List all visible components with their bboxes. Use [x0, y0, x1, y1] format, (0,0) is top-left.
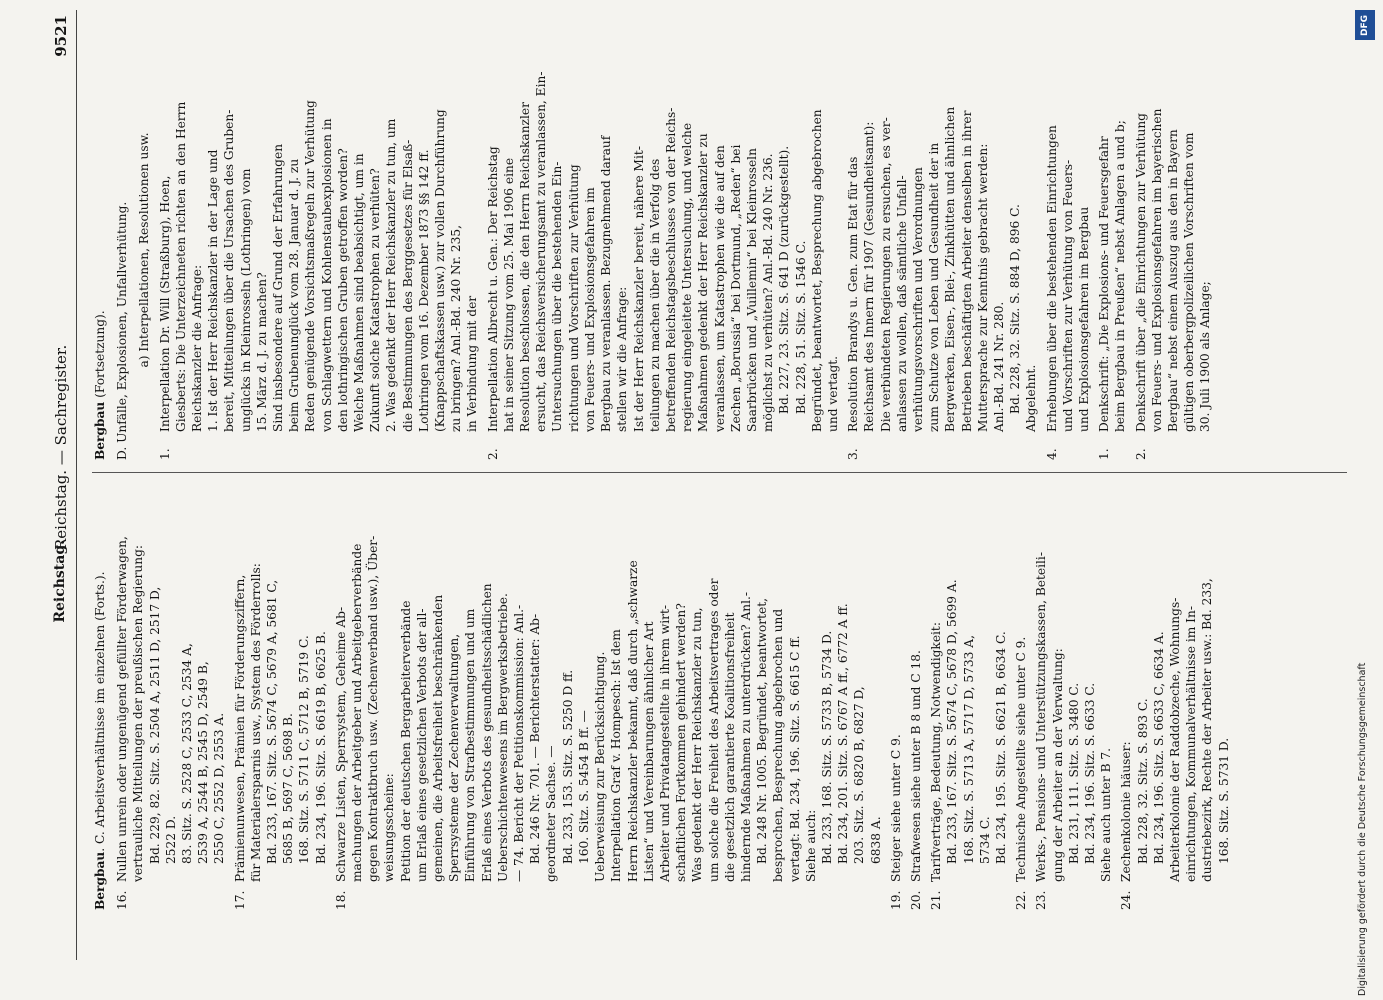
entry-line: Ueberschichtenwesens im Bergwerksbetriebe.	[495, 593, 510, 882]
entry-line: einrichtungen, Kommunalverhältnisse im In-	[1184, 606, 1199, 882]
index-entry	[1118, 480, 1231, 910]
running-title-left: Reichstag.	[52, 540, 68, 623]
entry-line: unglücks in Kleinrosseln (Lothringen) vom	[238, 168, 253, 432]
entry-number: 23.	[1034, 890, 1049, 910]
entry-body	[1044, 40, 1093, 432]
running-title-right: Reichstag. — Sachregister.	[52, 344, 70, 550]
entry-line: Abgelehnt.	[1024, 364, 1039, 432]
entry-line: Technische Angestellte siehe unter C 9.	[1014, 636, 1029, 882]
entry-line: Bd. 233, 167. Sitz. S. 5674 C, 5678 D, 5699 A.	[945, 579, 960, 864]
entry-line: Einführung von Strafbestimmungen und um	[463, 608, 478, 882]
entry-line: geordneter Sachse. —	[544, 745, 559, 882]
index-entry	[333, 480, 884, 910]
entry-line: 1. Ist der Herr Reichskanzler in der Lage und	[206, 149, 221, 432]
entry-line: Reichsamt des Innern für 1907 (Gesundheitsamt):	[862, 121, 877, 432]
entry-line: teilungen zu machen über die in Verfolg des	[647, 158, 662, 432]
dfg-logo: DFG	[1355, 10, 1375, 40]
entry-number: 2.	[1133, 448, 1148, 460]
entry-line: von Schlagwettern und Kohlenstaubexplosionen in	[319, 118, 334, 432]
right-column	[92, 40, 1218, 460]
entry-line: Resolution Brandys u. Gen. zum Etat für das	[846, 156, 861, 432]
entry-line: besprochen, Besprechung abgebrochen und	[771, 608, 786, 882]
entry-line: 168. Sitz. S. 5713 A, 5717 D, 5733 A,	[961, 635, 976, 864]
entry-body	[1013, 480, 1029, 882]
entry-line: möglichst zu verhüten? Anl.-Bd. 240 Nr. 236.	[761, 153, 776, 432]
entry-line: 203. Sitz. S. 6820 B, 6827 D,	[852, 686, 867, 864]
entry-line: Siehe auch:	[803, 809, 818, 882]
entry-body	[485, 40, 841, 432]
entry-line: Muttersprache zur Kenntnis gebracht werden:	[975, 143, 990, 432]
entry-line: Interpellation Graf v. Hompesch: Ist dem	[609, 629, 624, 882]
entry-line: Siehe auch unter B 7.	[1099, 747, 1114, 882]
entry-line: hindernde Maßnahmen zu unterdrücken? Anl.-	[738, 592, 753, 882]
entry-line: bereit, Mitteilungen über die Ursachen des Gruben-	[222, 109, 237, 432]
entry-line: Maßnahmen gedenkt der Herr Reichskanzler zu	[696, 133, 711, 432]
index-entry	[1133, 40, 1214, 460]
index-entry	[1044, 40, 1093, 460]
entry-line: 2522 D.	[163, 815, 178, 864]
entry-line: 2. Was gedenkt der Herr Reichskanzler zu tun, um	[384, 118, 399, 432]
entry-line: Reichskanzler die Anfrage:	[190, 264, 205, 432]
entry-line: für Materialersparnis usw., System des Förderrolls:	[248, 563, 263, 882]
entry-line: Bd. 234, 196. Sitz. S. 6633 C.	[1082, 682, 1097, 864]
entry-line: betreffenden Reichstagsbeschlusses von der Reichs-	[663, 107, 678, 432]
entry-number: 1.	[157, 448, 172, 460]
entry-line: in Verbindung mit der	[465, 295, 480, 432]
entry-line: 2550 C, 2552 D, 2553 A.	[212, 712, 227, 864]
entry-line: Reden genügende Vorsichtsmaßregeln zur Verhütung	[303, 100, 318, 432]
entry-line: verhütungsvorschriften und Verordnungen	[910, 167, 925, 432]
entry-line: zu bringen? Anl.-Bd. 240 Nr. 235,	[449, 224, 464, 432]
header-rule	[76, 10, 77, 960]
entry-line: 30. Juli 1900 als Anlage;	[1198, 281, 1213, 432]
entry-line: und Vorschriften zur Verhütung von Feuers-	[1060, 159, 1075, 432]
entry-line: Arbeiter und Privatangestellte in ihrem wirt-	[657, 605, 672, 882]
entry-line: Listen“ und Vereinbarungen ähnlicher Art	[641, 621, 656, 882]
entry-line: Bd. 234, 196. Sitz. S. 6633 C, 6634 A.	[1151, 631, 1166, 864]
entry-line: Bd. 246 Nr. 701. — Berichterstatter: Ab-	[528, 613, 543, 864]
entry-line: Die verbündeten Regierungen zu ersuchen, es ver-	[878, 117, 893, 432]
entry-line: Zechen „Borussia“ bei Dortmund, „Reden“ bei	[728, 144, 743, 432]
entry-line: Bergbau“ nebst einem Auszug aus den in Bayern	[1166, 129, 1180, 432]
entry-line: Bd. 233, 168. Sitz. S. 5733 B, 5734 D.	[819, 630, 834, 864]
entry-number: 17.	[232, 890, 247, 910]
index-entry	[157, 40, 481, 460]
entry-line: den lothringischen Gruben getroffen worden?	[335, 148, 350, 432]
entry-body	[1096, 40, 1128, 432]
entry-body	[114, 480, 227, 882]
entry-line: 15. März d. J. zu machen?	[254, 272, 269, 432]
entry-line: gültigen oberbergpolizeilichen Vorschriften vom	[1182, 132, 1197, 432]
entry-line: regierung eingeleitete Untersuchung, und welche	[680, 122, 695, 432]
column-divider	[92, 472, 1347, 473]
entry-line: Herrn Reichskanzler bekannt, daß durch „schwarze	[625, 560, 640, 882]
entry-line: Bd. 234, 201. Sitz. S. 6767 A ff., 6772 A ff.	[836, 603, 851, 864]
entry-line: Erlaß eines Verbots des gesundheitsschädlichen	[479, 583, 494, 882]
index-entry	[114, 480, 227, 910]
entry-line: Bd. 228, 51. Sitz. S. 1546 C.	[793, 240, 808, 414]
entry-number: 21.	[929, 890, 944, 910]
entry-line: um solche die Freiheit des Arbeitsvertrages oder	[706, 578, 721, 882]
index-entry	[232, 480, 329, 910]
entry-line: dustriebezirk, Rechte der Arbeiter usw.: Bd. 233,	[1200, 578, 1215, 882]
right-entries	[157, 40, 1214, 460]
entry-line: gung der Arbeiter an der Verwaltung:	[1050, 648, 1065, 882]
right-head-rest: (Fortsetzung).	[93, 310, 107, 398]
entry-line: Bd. 228, 32. Sitz. S. 893 C.	[1135, 698, 1150, 864]
entry-line: und Explosionsgefahren im Bergbau	[1076, 206, 1091, 432]
entry-line: Anl.-Bd. 241 Nr. 280.	[991, 301, 1006, 432]
entry-line: Bd. 234, 195. Sitz. S. 6621 B, 6634 C.	[993, 631, 1008, 864]
entry-line: Bd. 229, 82. Sitz. S. 2504 A, 2511 D, 2517 D,	[147, 586, 162, 864]
entry-line: stellen wir die Anfrage:	[615, 286, 630, 432]
entry-line: Bergbau zu veranlassen. Bezugnehmend darauf	[599, 135, 614, 432]
entry-line: Zechenkolonie häuser:	[1119, 741, 1134, 882]
entry-line: Welche Maßnahmen sind beabsichtigt, um in	[352, 153, 367, 432]
entry-line: Erhebungen über die bestehenden Einrichtungen	[1044, 125, 1059, 432]
entry-line: zum Schutze von Leben und Gesundheit der in	[927, 142, 942, 432]
entry-line: veranlassen, um Katastrophen wie die auf den	[712, 145, 727, 432]
entry-line: Bd. 234, 196. Sitz. S. 6619 B, 6625 B.	[313, 631, 328, 864]
entry-line: anlassen zu wollen, daß sämtliche Unfall-	[894, 175, 909, 432]
entry-line: die Bestimmungen des Berggesetzes für Elsaß-	[400, 139, 415, 432]
entry-line: ersucht, das Reichsversicherungsamt zu veranlassen, Ein-	[534, 71, 549, 432]
entry-line: 160. Sitz. S. 5454 B ff. —	[576, 710, 591, 864]
dfg-credit	[1353, 6, 1379, 998]
entry-line: Betrieben beschäftigten Arbeiter denselben in ihrer	[959, 110, 974, 432]
index-entry	[485, 40, 841, 460]
entry-line: richtungen und Vorschriften zur Verhütung	[566, 164, 581, 432]
entry-line: Untersuchungen über die bestehenden Ein-	[550, 161, 565, 432]
entry-line: Interpellation Dr. Will (Straßburg), Hoen,	[157, 175, 172, 432]
left-column	[92, 480, 1236, 910]
entry-line: Zukunft solche Katastrophen zu verhüten?	[368, 168, 383, 432]
right-column-heading	[92, 40, 108, 460]
entry-number: 16.	[115, 890, 130, 910]
entry-number: 2.	[485, 448, 500, 460]
entry-line: vertagt: Bd. 234, 196. Sitz. S. 6615 C ff.	[787, 635, 802, 882]
entry-line: Arbeiterkolonie der Raddobzeche, Wohnungs-	[1168, 597, 1182, 882]
entry-number: 22.	[1014, 890, 1029, 910]
entry-body	[157, 40, 481, 432]
left-entries	[114, 480, 1232, 910]
entry-line: gegen Kontraktbruch usw. (Zechenverband usw.), Über-	[366, 535, 381, 882]
right-head-word: Bergbau	[93, 401, 107, 460]
entry-number: 1.	[1097, 448, 1112, 460]
entry-line: Sperrsysteme der Zechenverwaltungen,	[447, 633, 462, 882]
entry-line: Bd. 231, 111. Sitz. S. 3480 C.	[1066, 682, 1081, 864]
entry-line: (Knappschaftskassen usw.) zur vollen Durchführung	[433, 109, 448, 432]
index-entry	[908, 480, 924, 910]
entry-line: Ist der Herr Reichskanzler bereit, nähere Mit-	[631, 146, 646, 432]
entry-line: — 74. Bericht der Petitionskommission: Anl.-	[512, 604, 527, 882]
entry-line: Nullen unrein oder ungenügend gefüllter Förderwagen,	[115, 536, 130, 882]
entry-line: Werks-, Pensions- und Unterstützungskassen, Beteili-	[1034, 552, 1049, 882]
entry-line: 168. Sitz. S. 5731 D.	[1216, 737, 1231, 864]
entry-line: Ueberweisung zur Berücksichtigung.	[593, 651, 608, 882]
page-header	[0, 0, 80, 1000]
left-head-rest: C. Arbeitsverhältnisse im einzelnen (Forts.).	[93, 571, 107, 844]
entry-line: Schwarze Listen, Sperrsystem, Geheime Ab-	[333, 606, 348, 882]
entry-body	[1118, 480, 1231, 882]
entry-line: Denkschrift: „Die Explosions- und Feuersgefahr	[1097, 136, 1112, 432]
index-entry	[1013, 480, 1029, 910]
entry-body	[845, 40, 1039, 432]
entry-body	[232, 480, 329, 882]
entry-line: Was gedenkt der Herr Reichskanzler zu tun,	[690, 607, 705, 882]
page-number: 9521	[52, 15, 70, 57]
entry-line: machungen der Arbeitgeber und Arbeitgeberverbände	[350, 543, 365, 882]
entry-line: 83. Sitz. S. 2528 C, 2533 C, 2534 A,	[180, 643, 195, 864]
entry-number: 4.	[1044, 448, 1059, 460]
entry-line: Bd. 248 Nr. 1005. Begründet, beantwortet,	[755, 598, 770, 864]
entry-number: 18.	[333, 890, 348, 910]
entry-line: Bd. 228, 32. Sitz. S. 884 D, 896 C.	[1008, 204, 1023, 414]
index-entry	[928, 480, 1009, 910]
entry-line: Strafwesen siehe unter B 8 und C 18.	[908, 650, 923, 882]
subsection-a-heading: a) Interpellationen, Resolutionen usw.	[137, 132, 152, 368]
entry-line: Interpellation Albrecht u. Gen.: Der Reichstag	[485, 146, 500, 432]
entry-line: beim Bergbau in Preußen“ nebst Anlagen a und b;	[1113, 120, 1128, 432]
index-entry	[845, 40, 1039, 460]
entry-line: schaftlichen Fortkommen gehindert werden?	[674, 603, 689, 882]
entry-line: um Erlaß eines gesetzlichen Verbots der all-	[414, 608, 429, 882]
entry-line: Lothringen vom 16. Dezember 1873 §§ 142 ff.	[416, 149, 431, 432]
entry-line: beim Grubenunglück vom 28. Januar d. J. zu	[287, 158, 302, 432]
left-column-heading: Bergbau. C. Arbeitsverhältnisse im einzelnen (Forts.).	[93, 571, 107, 910]
entry-line: weisungsscheine:	[382, 773, 397, 882]
entry-body	[1133, 40, 1214, 432]
entry-line: Sind insbesondere auf Grund der Erfahrungen	[271, 143, 286, 432]
entry-line: Bergwerken, Eisen-, Blei-, Zinkhütten und ähnlichen	[943, 106, 958, 432]
entry-line: und vertagt.	[825, 355, 840, 432]
entry-number: 24.	[1119, 890, 1134, 910]
entry-line: hat in seiner Sitzung vom 25. Mai 1906 eine	[501, 157, 516, 432]
entry-body	[908, 480, 924, 882]
entry-line: Resolution beschlossen, die den Herrn Reichskanzler	[518, 102, 533, 432]
entry-line: Bd. 233, 153. Sitz. S. 5250 D ff.	[560, 669, 575, 864]
entry-line: vertrauliche Mitteilungen der preußischen Regierung:	[131, 545, 146, 882]
entry-line: Bd. 233, 167. Sitz. S. 5674 C, 5679 A, 5681 C,	[265, 579, 280, 864]
entry-line: von Feuers- und Explosionsgefahren im	[582, 187, 597, 432]
entry-number: 3.	[846, 448, 861, 460]
index-entry	[888, 480, 904, 910]
entry-line: Saarbrücken und „Vuillemin“ bei Kleinrosseln	[744, 148, 759, 432]
entry-line: 5685 B, 5697 C, 5698 B.	[281, 713, 296, 864]
entry-body	[888, 480, 904, 882]
entry-line: 2539 A, 2544 B, 2545 D, 2549 B,	[196, 661, 211, 864]
index-entry	[1033, 480, 1114, 910]
entry-line: gemeinen, die Arbeitsfreiheit beschränkenden	[431, 594, 446, 882]
entry-line: Begründet, beantwortet, Besprechung abgebrochen	[809, 109, 824, 432]
entry-number: 19.	[888, 890, 903, 910]
entry-line: Tarifverträge, Bedeutung, Notwendigkeit:	[929, 622, 944, 882]
section-d-heading: D. Unfälle, Explosionen, Unfallverhütung.	[115, 201, 130, 460]
entry-number: 20.	[908, 890, 923, 910]
entry-line: Prämienunwesen, Prämien für Förderungsziffern,	[232, 574, 247, 882]
entry-line: 6838 A.	[868, 816, 883, 864]
entry-line: 5734 C.	[977, 816, 992, 864]
dfg-credit-text: Digitalisierung gefördert durch die Deutsche Forschungsgemeinschaft	[1357, 662, 1368, 996]
entry-line: 168. Sitz. S. 5711 C, 5712 B, 5719 C.	[297, 635, 312, 864]
entry-line: Denkschrift über „die Einrichtungen zur Verhütung	[1133, 113, 1148, 432]
entry-body	[333, 480, 884, 882]
entry-line: die gesetzlich garantierte Koalitionsfreiheit	[722, 612, 737, 882]
entry-body	[1033, 480, 1114, 882]
entry-line: Bd. 227, 23. Sitz. S. 641 D (zurückgestellt).	[777, 145, 792, 414]
entry-line: Giesberts: Die Unterzeichneten richten an den Herrn	[173, 101, 188, 432]
left-head-word: Bergbau	[93, 851, 107, 910]
index-entry	[1096, 40, 1128, 460]
entry-line: Petition der deutschen Bergarbeiterverbände	[398, 600, 413, 882]
entry-body	[928, 480, 1009, 882]
entry-line: Steiger siehe unter C 9.	[888, 734, 903, 882]
entry-line: von Feuers- und Explosionsgefahren im bayerischen	[1149, 108, 1164, 432]
